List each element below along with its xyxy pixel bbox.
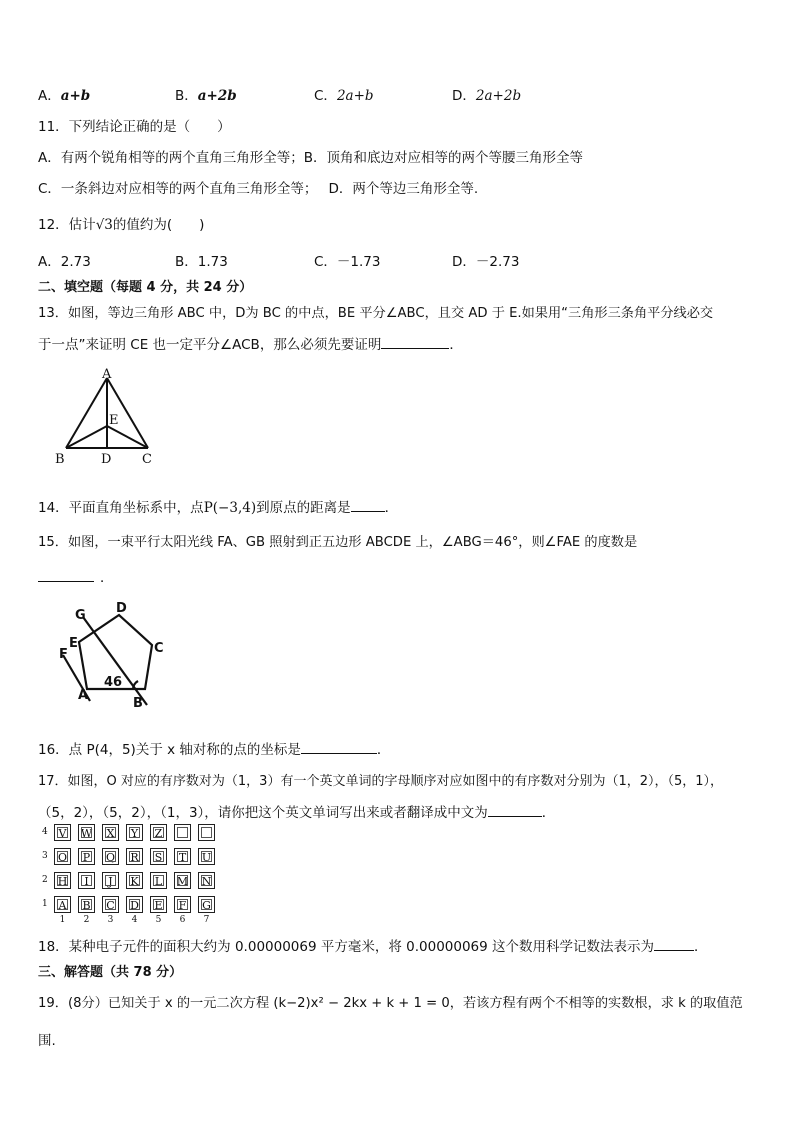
q13-end: ． — [449, 337, 463, 353]
q12-stem-post: 的值约为( ) — [112, 217, 205, 233]
q17-line2-text: （5，2），（5，2），（1，3），请你把这个英文单词写出来或者翻译成中文为 — [38, 805, 488, 821]
q12-option-d: D．－2.73 — [452, 254, 520, 270]
grid-cell: M — [174, 872, 191, 889]
label-d: D — [101, 452, 112, 467]
option-expr: a+2b — [197, 88, 237, 104]
q11-stem: 11．下列结论正确的是（ ） — [38, 119, 231, 135]
label-c: C — [154, 641, 164, 656]
q15-pentagon-figure — [55, 597, 175, 715]
q13-line2 — [38, 333, 463, 353]
q19-line2: 围. — [38, 1033, 56, 1049]
q17-line2 — [38, 801, 555, 821]
grid-cell: T — [174, 848, 191, 865]
grid-row-label: 4 — [42, 827, 48, 837]
grid-cell: X — [102, 824, 119, 841]
option-expr: 2a+b — [336, 88, 374, 104]
grid-cell: I — [78, 872, 95, 889]
answer-blank — [488, 802, 542, 817]
grid-col-label: 5 — [155, 915, 162, 925]
grid-cell: O — [54, 848, 71, 865]
grid-col-label: 1 — [59, 915, 66, 925]
label-a: A — [78, 688, 89, 703]
section-heading-solutions: 三、解答题（共 78 分） — [38, 965, 183, 980]
q14 — [38, 496, 398, 516]
grid-cell — [198, 824, 215, 841]
grid-cell: K — [126, 872, 143, 889]
q12-radical: √3 — [95, 217, 113, 233]
answer-blank — [38, 567, 94, 582]
grid-cell: C — [102, 896, 119, 913]
grid-cell: R — [126, 848, 143, 865]
grid-col-label: 7 — [203, 915, 210, 925]
grid-cell: U — [198, 848, 215, 865]
q14-end: ． — [384, 500, 399, 516]
q12-option-b: B．1.73 — [175, 254, 228, 270]
grid-cell: W — [78, 824, 95, 841]
option-expr: 2a+2b — [475, 88, 522, 104]
grid-col-label: 3 — [107, 915, 114, 925]
option-label: B． — [175, 88, 198, 104]
section-heading-fill-in: 二、填空题（每题 4 分，共 24 分） — [38, 280, 253, 295]
label-b: B — [55, 452, 65, 467]
q16-text: 16．点 P(4，5)关于 x 轴对称的点的坐标是 — [38, 742, 301, 758]
grid-row-label: 3 — [42, 851, 48, 861]
grid-cell: A — [54, 896, 71, 913]
q13-line1: 13．如图，等边三角形 ABC 中，D为 BC 的中点，BE 平分∠ABC，且交 AD 于 E.如果用“三角形三条角平分线必交 — [38, 306, 714, 321]
q12-option-c: C．－1.73 — [314, 254, 381, 270]
q18 — [38, 935, 708, 955]
label-b: B — [133, 696, 143, 711]
q12-stem — [38, 213, 204, 233]
q10-option-d — [452, 84, 521, 104]
label-f: F — [59, 647, 68, 662]
q11-options-line1: A．有两个锐角相等的两个直角三角形全等；B．顶角和底边对应相等的两个等腰三角形全等 — [38, 150, 583, 166]
grid-cell: V — [54, 824, 71, 841]
grid-col-label: 4 — [131, 915, 138, 925]
grid-cell: L — [150, 872, 167, 889]
q19-line1: 19．(8分）已知关于 x 的一元二次方程 (k−2)x² − 2kx + k + 1 = 0，若该方程有两个不相等的实数根，求 k 的取值范 — [38, 996, 743, 1011]
q12-option-a: A．2.73 — [38, 254, 91, 270]
grid-cell: Z — [150, 824, 167, 841]
answer-blank — [351, 497, 385, 512]
q17-line1: 17．如图，O 对应的有序数对为（1，3）有一个英文单词的字母顺序对应如图中的有序数对分别为（1，2），（5，1）， — [38, 774, 724, 789]
q16-end: ． — [376, 742, 391, 758]
label-d: D — [116, 601, 127, 616]
option-label: A． — [38, 88, 61, 104]
letter-grid — [40, 824, 220, 928]
q11-options-line2: C．一条斜边对应相等的两个直角三角形全等； D．两个等边三角形全等. — [38, 181, 479, 197]
label-e: E — [69, 636, 78, 651]
grid-cell: S — [150, 848, 167, 865]
q15-end: ． — [100, 570, 114, 586]
grid-cell: E — [150, 896, 167, 913]
grid-cell: P — [78, 848, 95, 865]
label-g: G — [75, 608, 86, 623]
grid-cell: D — [126, 896, 143, 913]
q14-pre: 14．平面直角坐标系中，点 — [38, 500, 204, 516]
option-label: C． — [314, 88, 337, 104]
grid-cell: F — [174, 896, 191, 913]
q17-end: ． — [541, 805, 556, 821]
grid-col-label: 6 — [179, 915, 186, 925]
grid-col-label: 2 — [83, 915, 90, 925]
q15-line1: 15．如图，一束平行太阳光线 FA、GB 照射到正五边形 ABCDE 上，∠ABG＝46°，则∠FAE 的度数是 — [38, 535, 638, 550]
q15-line2 — [38, 566, 114, 586]
q14-point: P(−3,4) — [203, 500, 257, 516]
q12-stem-pre: 12．估计 — [38, 217, 96, 233]
q18-end: ． — [694, 939, 708, 955]
q14-post: 到原点的距离是 — [256, 500, 351, 516]
grid-row-label: 1 — [42, 899, 48, 909]
q10-option-a — [38, 84, 90, 104]
label-a: A — [102, 367, 112, 382]
grid-cell: N — [198, 872, 215, 889]
label-angle: 46 — [104, 675, 123, 690]
grid-cell: B — [78, 896, 95, 913]
grid-row-label: 2 — [42, 875, 48, 885]
ray-gb — [83, 617, 147, 705]
q16 — [38, 738, 390, 758]
label-c: C — [142, 452, 152, 467]
grid-cell: Q — [102, 848, 119, 865]
grid-cell — [174, 824, 191, 841]
q18-text: 18．某种电子元件的面积大约为 0.00000069 平方毫米，将 0.00000069 这个数用科学记数法表示为 — [38, 939, 655, 955]
grid-cell: H — [54, 872, 71, 889]
q10-option-b — [175, 84, 237, 104]
option-label: D． — [452, 88, 476, 104]
grid-cell: G — [198, 896, 215, 913]
answer-blank — [381, 334, 449, 349]
grid-cell: J — [102, 872, 119, 889]
answer-blank — [301, 739, 377, 754]
option-expr: a+b — [60, 88, 91, 104]
q13-triangle-figure — [50, 366, 165, 468]
q10-option-c — [314, 84, 374, 104]
grid-cell: Y — [126, 824, 143, 841]
answer-blank — [654, 936, 694, 951]
q13-line2-text: 于一点”来证明 CE 也一定平分∠ACB，那么必须先要证明 — [38, 337, 382, 353]
label-e: E — [109, 413, 119, 428]
